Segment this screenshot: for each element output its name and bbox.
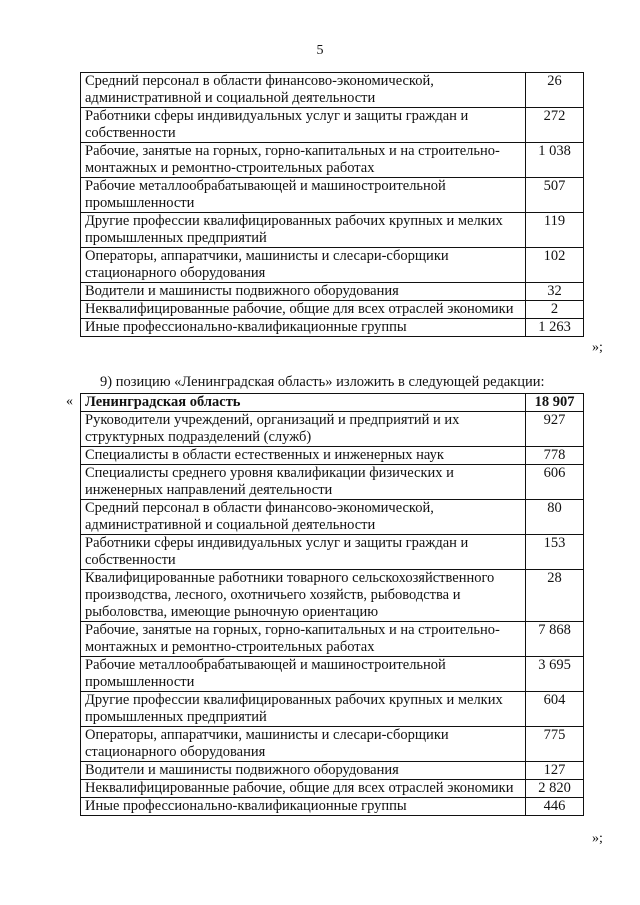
occupation-group-label: Неквалифицированные рабочие, общие для всех отраслей экономики — [81, 301, 526, 319]
occupation-group-label: Водители и машинисты подвижного оборудования — [81, 283, 526, 301]
occupation-group-label: Неквалифицированные рабочие, общие для всех отраслей экономики — [81, 780, 526, 798]
table-row — [81, 178, 584, 213]
occupation-group-value: 272 — [526, 108, 584, 143]
table-row — [81, 319, 584, 337]
occupation-group-value: 28 — [526, 570, 584, 622]
table-row — [81, 301, 584, 319]
table-row — [81, 143, 584, 178]
occupation-group-label: Иные профессионально-квалификационные группы — [81, 319, 526, 337]
table-row — [81, 465, 584, 500]
occupation-group-label: Средний персонал в области финансово-экономической, административной и социальной деятельности — [81, 500, 526, 535]
occupation-group-value: 507 — [526, 178, 584, 213]
amendment-instruction: 9) позицию «Ленинградская область» изложить в следующей редакции: — [100, 374, 545, 390]
occupation-group-value: 26 — [526, 73, 584, 108]
occupation-group-label: Операторы, аппаратчики, машинисты и слесари-сборщики стационарного оборудования — [81, 248, 526, 283]
table-row — [81, 412, 584, 447]
occupation-group-value: 153 — [526, 535, 584, 570]
table-row — [81, 535, 584, 570]
closing-quote-mark: »; — [592, 340, 603, 355]
table-row — [81, 500, 584, 535]
occupation-group-value: 1 263 — [526, 319, 584, 337]
occupation-group-value: 606 — [526, 465, 584, 500]
occupation-group-label: Средний персонал в области финансово-экономической, административной и социальной деятельности — [81, 73, 526, 108]
occupation-group-value: 927 — [526, 412, 584, 447]
table-row — [81, 570, 584, 622]
table-row — [81, 622, 584, 657]
occupation-table-continued — [80, 72, 584, 337]
occupation-group-value: 127 — [526, 762, 584, 780]
occupation-group-label: Другие профессии квалифицированных рабочих крупных и мелких промышленных предприятий — [81, 692, 526, 727]
occupation-group-label: Квалифицированные работники товарного сельскохозяйственного производства, лесного, охотничьего хозяйств, рыбоводства и рыболовства, имеющие рыночную ориентацию — [81, 570, 526, 622]
table-row — [81, 447, 584, 465]
page-number: 5 — [316, 43, 324, 58]
table-row — [81, 798, 584, 816]
opening-quote-mark: « — [66, 394, 73, 409]
region-name: Ленинградская область — [81, 394, 526, 412]
occupation-group-label: Операторы, аппаратчики, машинисты и слесари-сборщики стационарного оборудования — [81, 727, 526, 762]
leningrad-region-table — [80, 393, 584, 816]
occupation-group-value: 32 — [526, 283, 584, 301]
occupation-group-label: Водители и машинисты подвижного оборудования — [81, 762, 526, 780]
occupation-group-label: Руководители учреждений, организаций и предприятий и их структурных подразделений (служб) — [81, 412, 526, 447]
table-row — [81, 657, 584, 692]
occupation-group-value: 775 — [526, 727, 584, 762]
occupation-group-label: Рабочие, занятые на горных, горно-капитальных и на строительно-монтажных и ремонтно-строительных работах — [81, 622, 526, 657]
occupation-group-value: 119 — [526, 213, 584, 248]
occupation-group-label: Работники сферы индивидуальных услуг и защиты граждан и собственности — [81, 108, 526, 143]
table-row — [81, 727, 584, 762]
occupation-group-label: Работники сферы индивидуальных услуг и защиты граждан и собственности — [81, 535, 526, 570]
occupation-group-value: 604 — [526, 692, 584, 727]
table-row — [81, 692, 584, 727]
occupation-group-value: 1 038 — [526, 143, 584, 178]
region-total: 18 907 — [526, 394, 584, 412]
occupation-group-value: 446 — [526, 798, 584, 816]
closing-quote-mark-2: »; — [592, 831, 603, 846]
table-row — [81, 73, 584, 108]
occupation-group-label: Специалисты среднего уровня квалификации физических и инженерных направлений деятельности — [81, 465, 526, 500]
table-row — [81, 283, 584, 301]
table-row — [81, 762, 584, 780]
table-row — [81, 213, 584, 248]
occupation-group-value: 2 820 — [526, 780, 584, 798]
occupation-group-label: Другие профессии квалифицированных рабочих крупных и мелких промышленных предприятий — [81, 213, 526, 248]
occupation-group-value: 102 — [526, 248, 584, 283]
occupation-group-label: Рабочие металлообрабатывающей и машиностроительной промышленности — [81, 657, 526, 692]
table-row — [81, 108, 584, 143]
occupation-group-label: Специалисты в области естественных и инженерных наук — [81, 447, 526, 465]
table-row — [81, 248, 584, 283]
occupation-group-value: 3 695 — [526, 657, 584, 692]
occupation-group-label: Рабочие металлообрабатывающей и машиностроительной промышленности — [81, 178, 526, 213]
occupation-group-value: 7 868 — [526, 622, 584, 657]
occupation-group-value: 80 — [526, 500, 584, 535]
occupation-group-label: Иные профессионально-квалификационные группы — [81, 798, 526, 816]
occupation-group-label: Рабочие, занятые на горных, горно-капитальных и на строительно-монтажных и ремонтно-строительных работах — [81, 143, 526, 178]
occupation-group-value: 778 — [526, 447, 584, 465]
table-row — [81, 780, 584, 798]
region-header-row — [81, 394, 584, 412]
occupation-group-value: 2 — [526, 301, 584, 319]
